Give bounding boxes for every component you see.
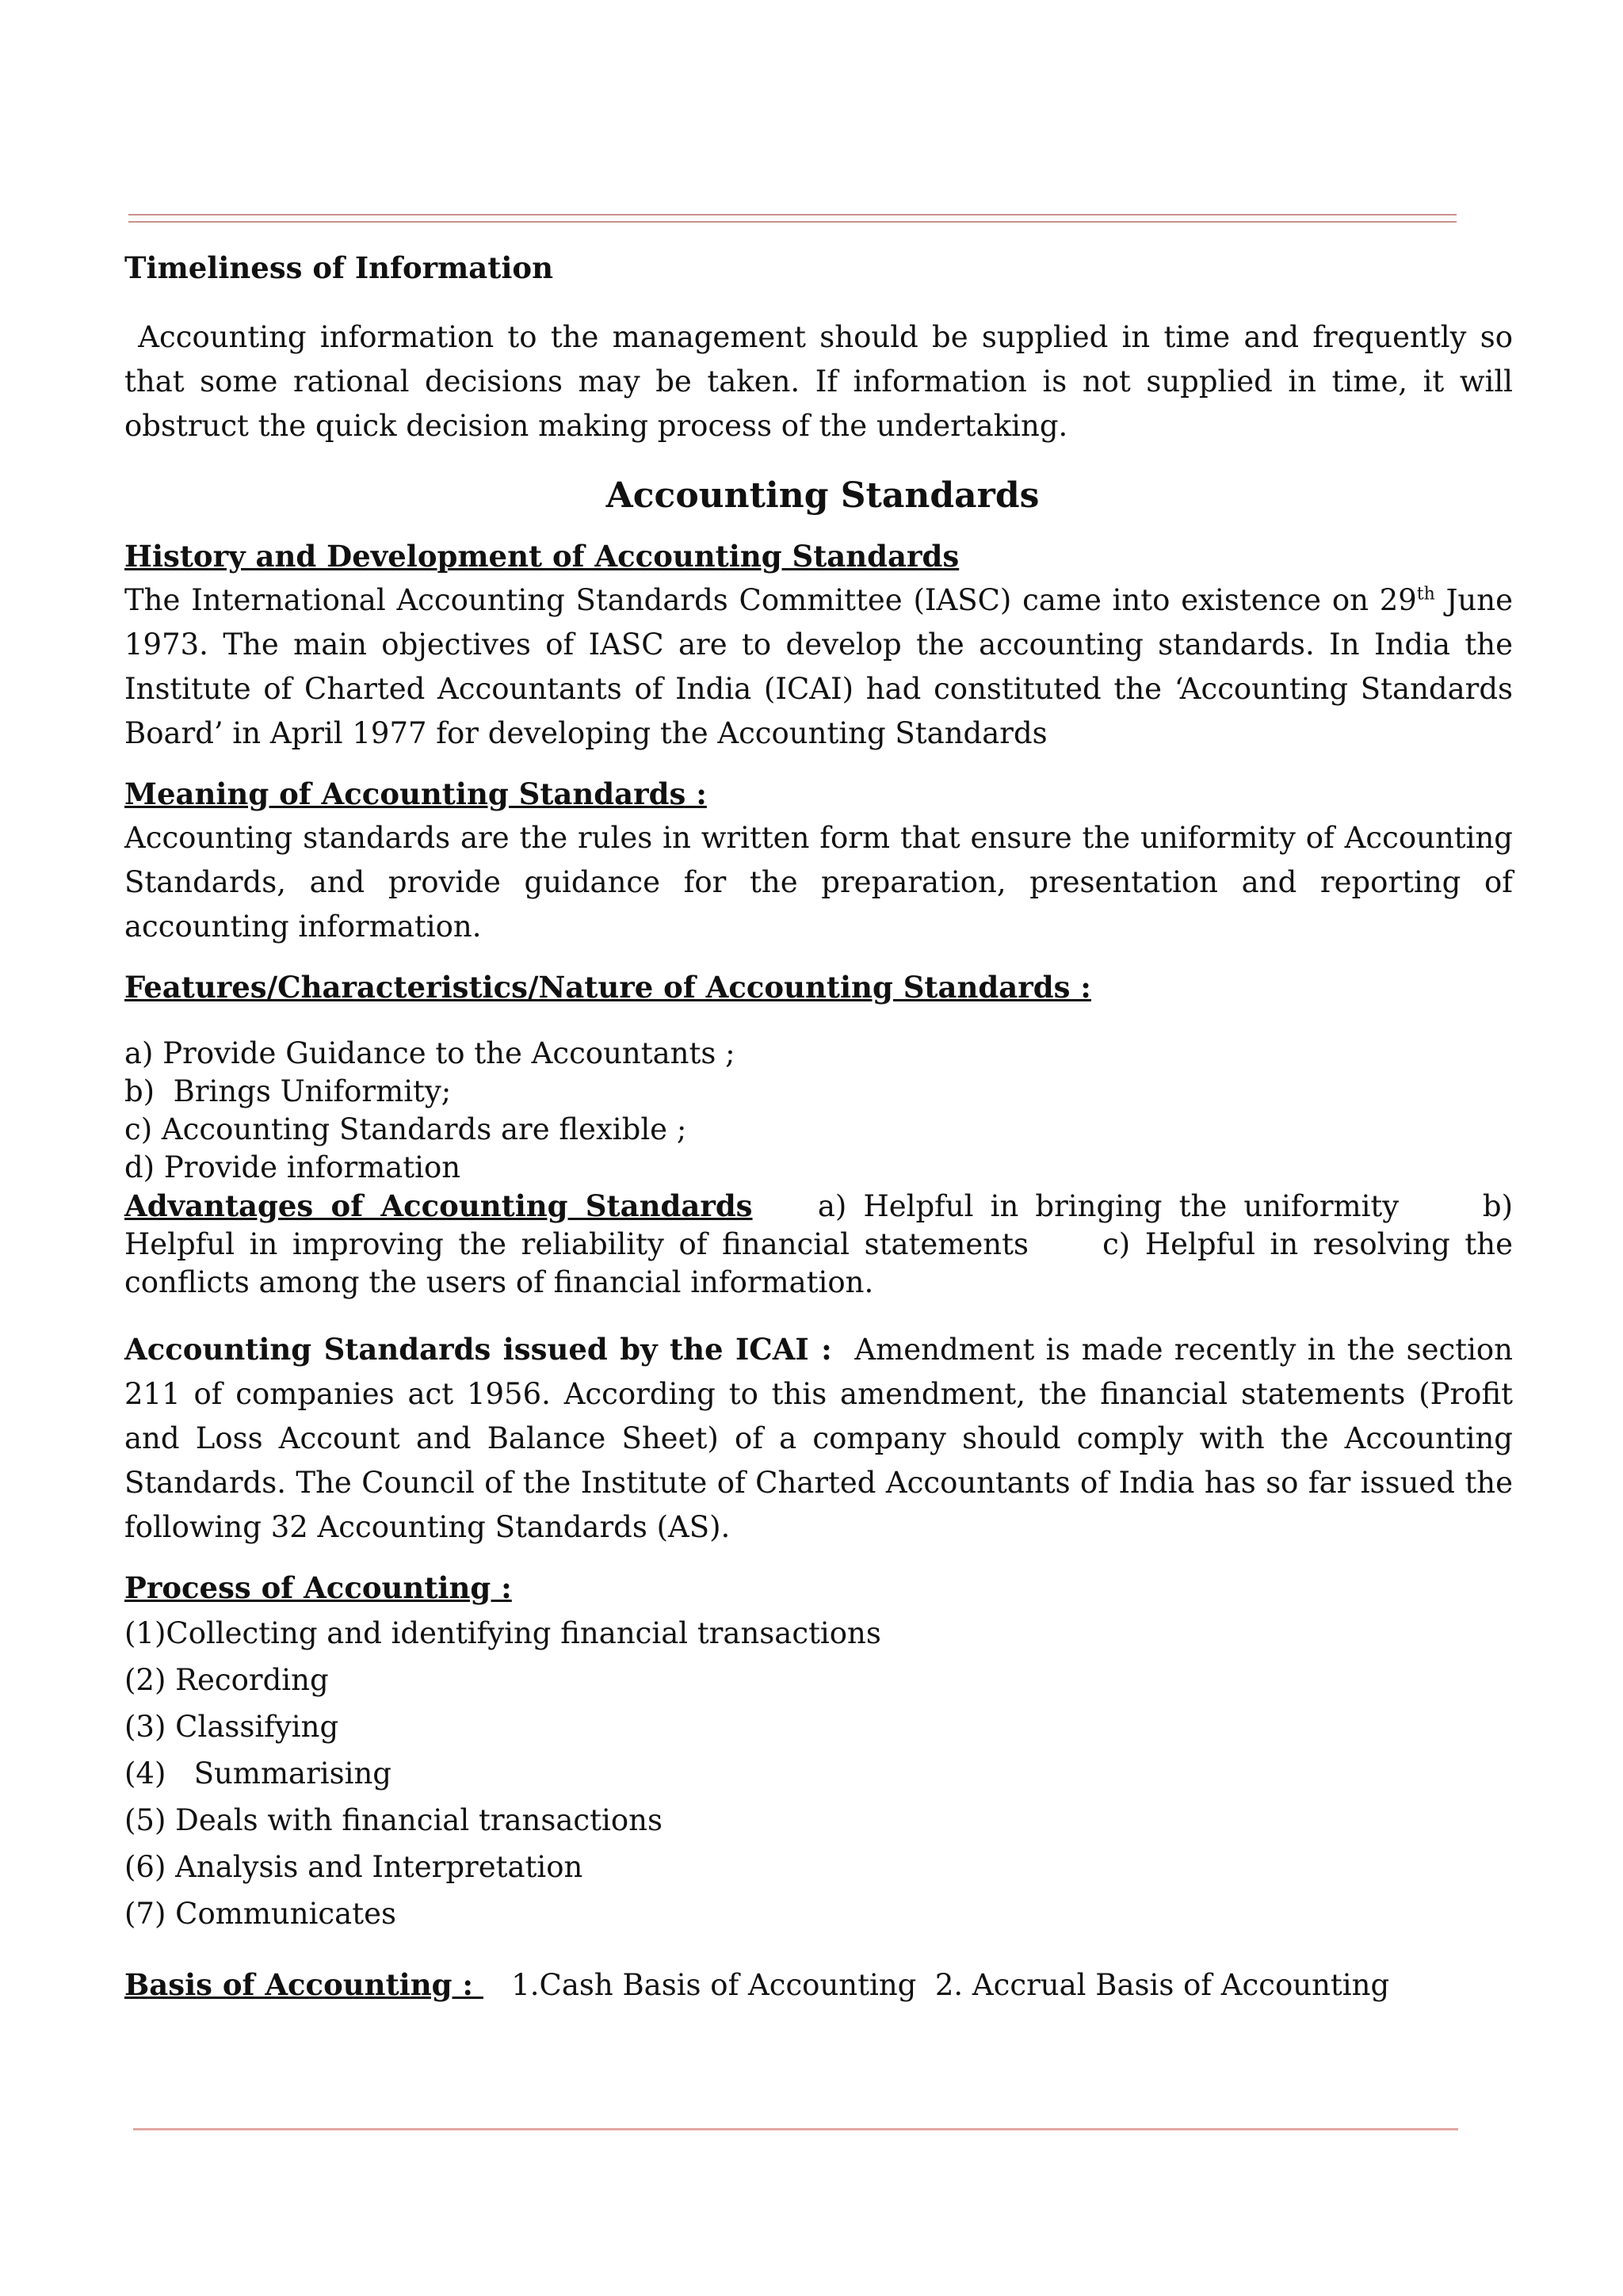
history-body-pre: The International Accounting Standards Committee (IASC) came into existence on 29 (124, 583, 1417, 617)
process-list (124, 1610, 1513, 1937)
list-item: c) Accounting Standards are flexible ; (124, 1112, 687, 1146)
icai-heading: Accounting Standards issued by the ICAI : (124, 1332, 832, 1367)
timeliness-body: Accounting information to the management should be supplied in time and frequently so that some rational decisions may be taken. If information is not supplied in time, it will obstruct the quick decision making process of the undertaking. (124, 320, 1522, 443)
top-divider (128, 214, 1457, 223)
basis-body: 1.Cash Basis of Accounting 2. Accrual Basis of Accounting (511, 1968, 1390, 2002)
process-heading: Process of Accounting : (124, 1570, 512, 1605)
history-heading: History and Development of Accounting Standards (124, 539, 960, 574)
advantages-heading: Advantages of Accounting Standards (124, 1188, 753, 1223)
history-body-sup: th (1416, 584, 1435, 605)
features-list (124, 1035, 1513, 1187)
basis-heading: Basis of Accounting : (124, 1967, 474, 2002)
icai-paragraph (124, 1327, 1522, 1550)
list-item: (3) Classifying (124, 1710, 339, 1744)
meaning-body: Accounting standards are the rules in written form that ensure the uniformity of Accounting Standards, and provide guidance for the preparation, presentation and reporting of accounting information. (124, 821, 1513, 944)
list-item: (6) Analysis and Interpretation (124, 1850, 583, 1884)
list-item: d) Provide information (124, 1150, 461, 1184)
advantages-paragraph (124, 1187, 1522, 1302)
advantages-body: a) Helpful in bringing the uniformity b) Helpful in improving the reliability of financial statements c) Helpful in resolving the conflicts among the users of financial information. (124, 1189, 1522, 1299)
list-item: (1)Collecting and identifying financial transactions (124, 1616, 881, 1650)
list-item: (7) Communicates (124, 1897, 396, 1931)
list-item: a) Provide Guidance to the Accountants ; (124, 1036, 735, 1070)
list-item: (2) Recording (124, 1663, 329, 1697)
icai-body: Amendment is made recently in the section 211 of companies act 1956. According to this amendment, the financial statements (Profit and Loss Account and Balance Sheet) of a company should comply with the Accounting Standards. The Council of the Institute of Charted Accountants of India has so far issued the following 32 Accounting Standards (AS). (124, 1333, 1522, 1544)
list-item: (4) Summarising (124, 1756, 391, 1791)
timeliness-heading: Timeliness of Information (124, 250, 553, 285)
basis-paragraph (124, 1962, 1513, 2008)
page-content (124, 246, 1522, 2008)
bottom-divider (133, 2128, 1458, 2130)
list-item: b) Brings Uniformity; (124, 1074, 452, 1108)
history-body-post: June 1973. The main objectives of IASC are to develop the accounting standards. In India the Institute of Charted Accountants of India (ICAI) had constituted the ‘Accounting Standards Board’ in April 1977 for developing the Accounting Standards (124, 583, 1513, 750)
meaning-heading: Meaning of Accounting Standards : (124, 776, 707, 811)
features-heading: Features/Characteristics/Nature of Accounting Standards : (124, 970, 1091, 1005)
list-item: (5) Deals with financial transactions (124, 1803, 663, 1837)
history-body (124, 578, 1513, 756)
page-title: Accounting Standards (605, 475, 1040, 516)
